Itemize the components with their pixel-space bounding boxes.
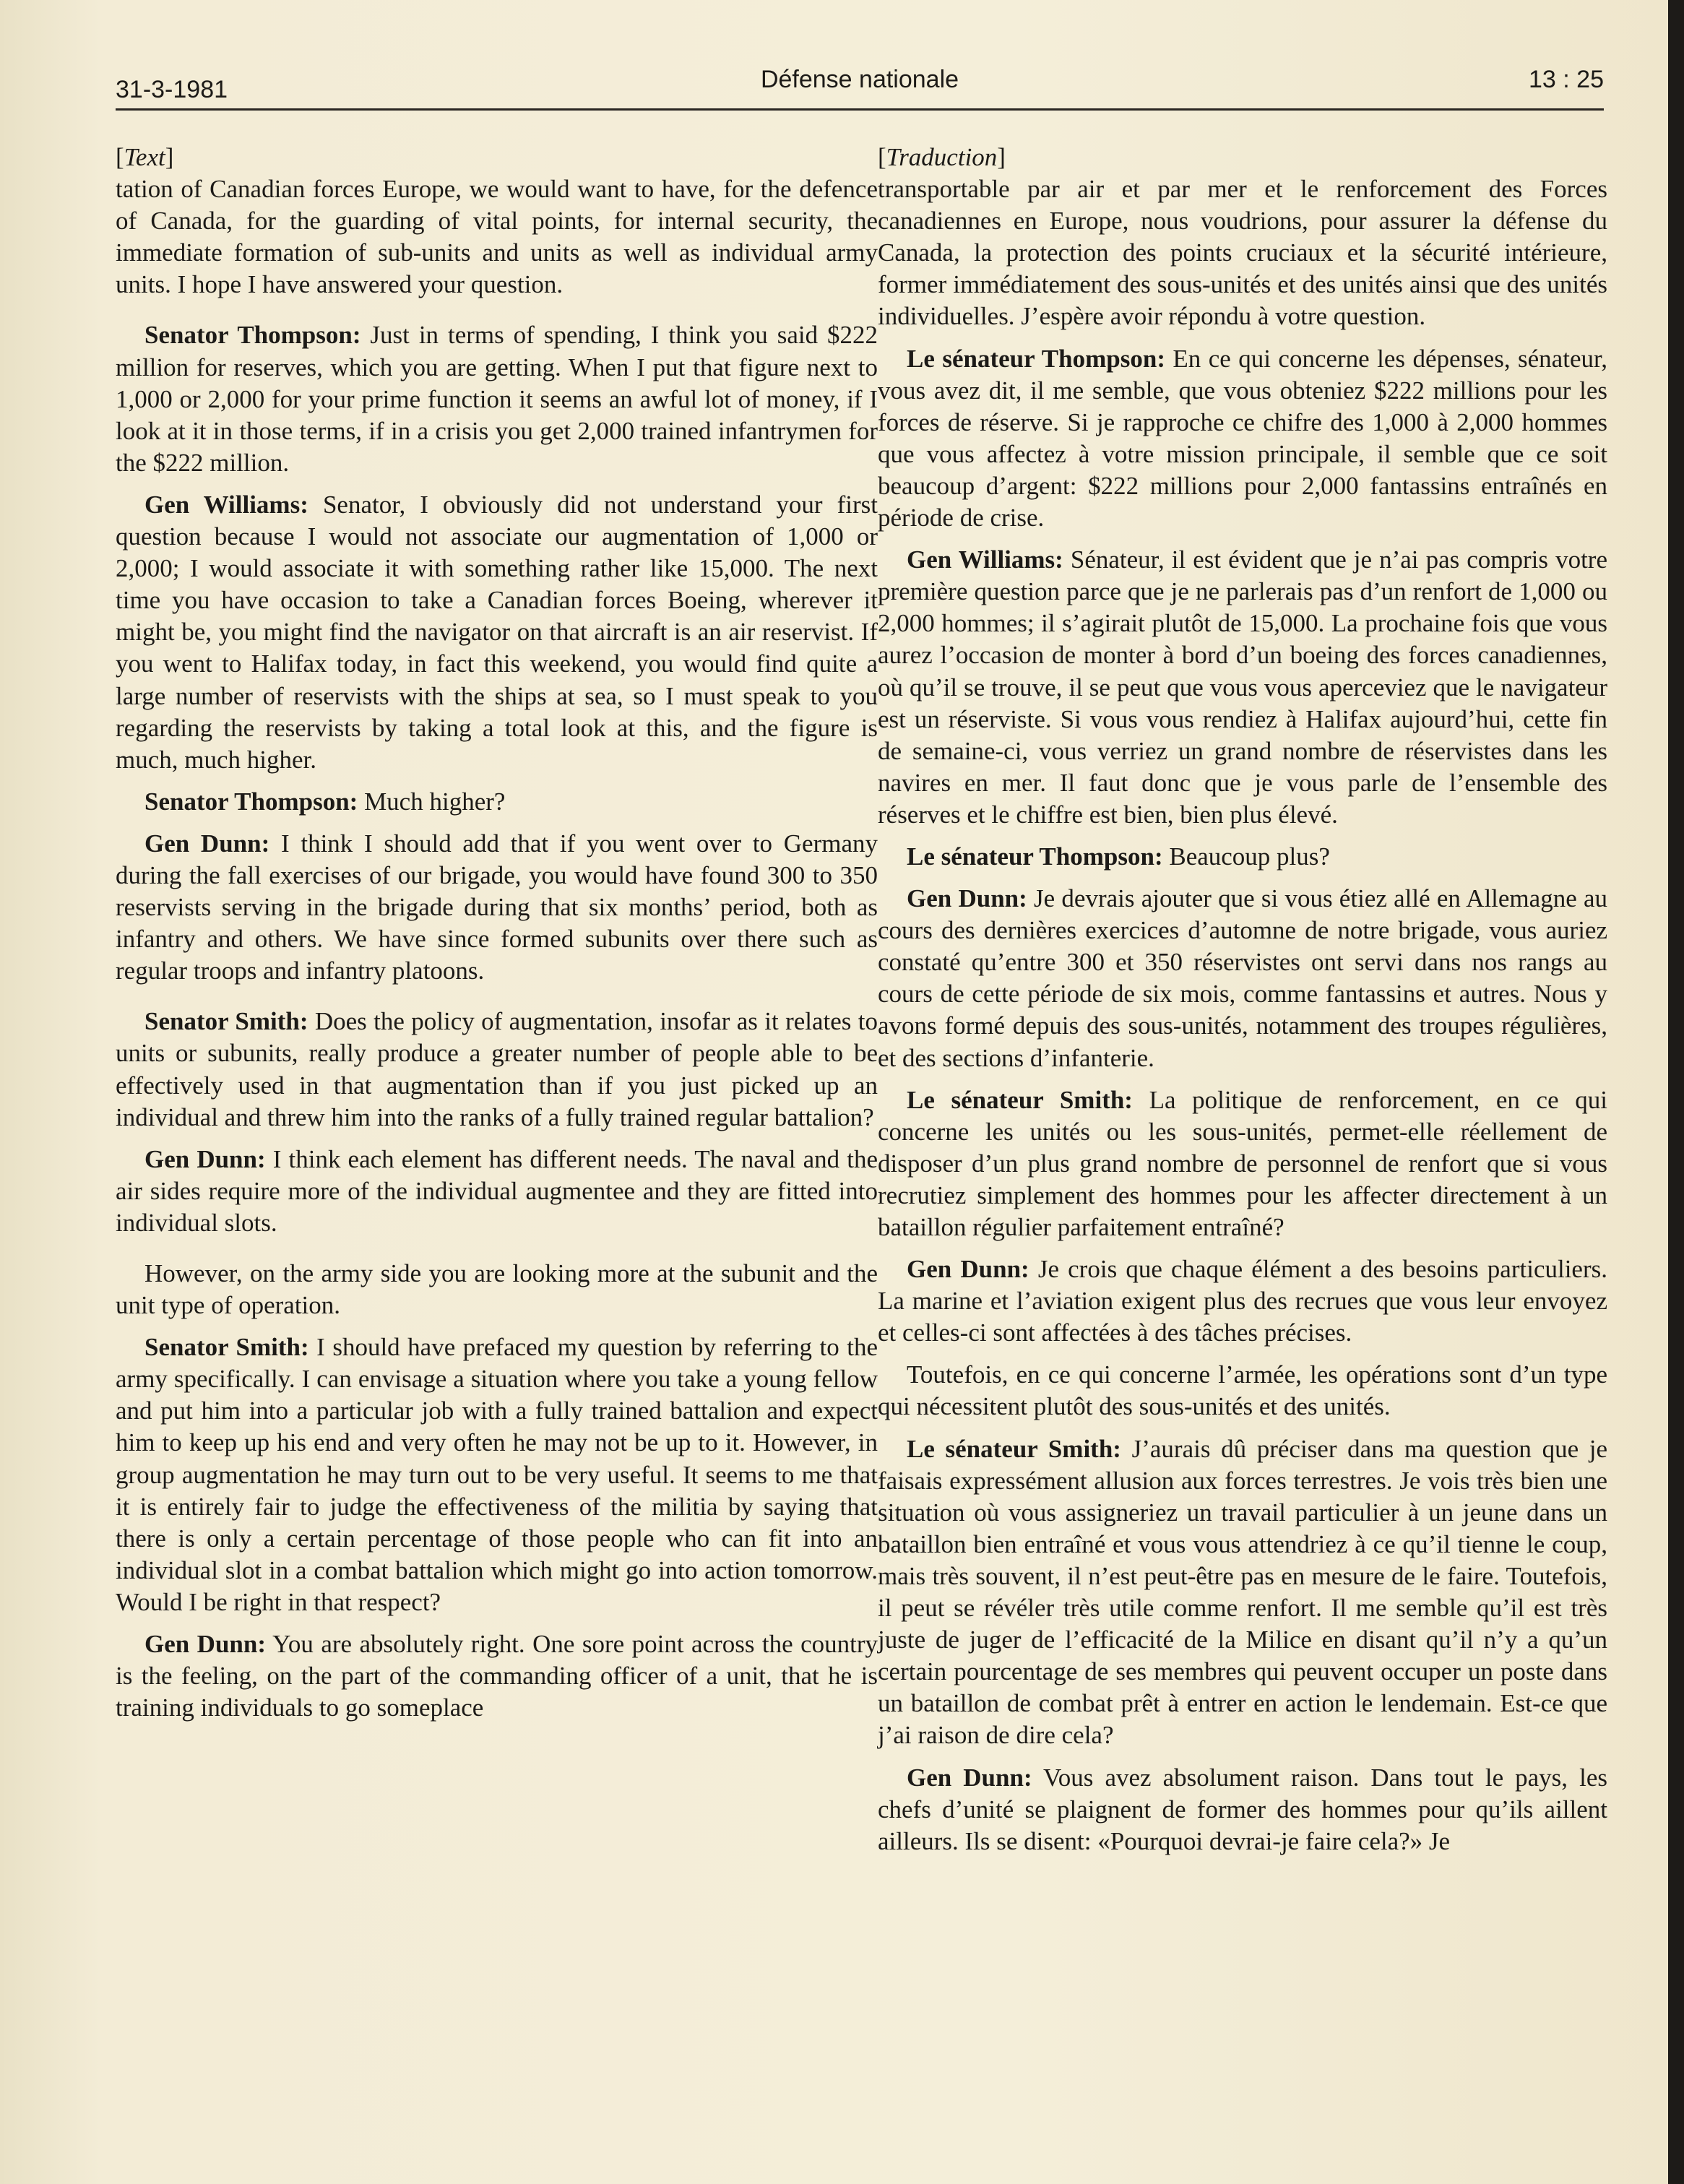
speaker-name: Senator Smith: (144, 1007, 308, 1036)
paragraph: Senator Thompson: Much higher? (144, 787, 506, 816)
paragraph: Gen Dunn: Je devrais ajouter que si vous étiez allé en Allemagne au cours des dernières exercices d’automne de notre brigade, vous auriez constaté qu’entre 300 et 350 réservistes ont servi dans nos rangs au cours de cette période de six mois, comme fantassins et autres. Nous y avons formé depuis des sous-unités, notamment des troupes régulières, et des sections d’infanterie. (878, 884, 1607, 1072)
page-header (116, 64, 1604, 111)
column-label-french: [Traduction] (878, 143, 1006, 171)
speaker-name: Senator Thompson: (144, 321, 361, 350)
header-page-number: 13 : 25 (1529, 66, 1604, 93)
paragraph: Gen Dunn: I think each element has different needs. The naval and the air sides require more of the individual augmentee and they are fitted into individual slots. (116, 1144, 878, 1237)
speaker-name: Gen Williams: (907, 545, 1063, 574)
paragraph: However, on the army side you are looking more at the subunit and the unit type of operation. (116, 1259, 878, 1320)
paragraph: Senator Thompson: Just in terms of spending, I think you said $222 million for reserves, which you are getting. When I put that figure next to 1,000 or 2,000 for your prime function it seems an awful lot of money, if I look at it in those terms, if in a crisis you get 2,000 trained infantrymen for the $222 million. (116, 321, 878, 477)
speaker-name: Gen Dunn: (907, 884, 1027, 913)
paragraph: Gen Williams: Senator, I obviously did not understand your first question because I would not associate our augmentation of 1,000 or 2,000; I would associate it with something rather like 15,000. The next time you have occasion to take a Canadian forces Boeing, wherever it might be, you might find the navigator on that aircraft is an air reservist. If you went to Halifax today, in fact this weekend, you would find quite a large number of reservists with the ships at sea, so I must speak to you regarding the reservists by taking a total look at this, and the figure is much, much higher. (116, 490, 878, 774)
page-edge-shadow (1668, 0, 1684, 2184)
header-title: Défense nationale (760, 66, 959, 93)
speaker-name: Le sénateur Thompson: (907, 344, 1165, 373)
speaker-name: Gen Dunn: (144, 1144, 266, 1173)
speaker-name: Gen Dunn: (907, 1763, 1032, 1792)
french-column (878, 142, 1607, 1868)
paragraph: Le sénateur Smith: J’aurais dû préciser dans ma question que je faisais expressément allusion aux forces terrestres. Je vois très bien une situation où vous assigneriez un travail particulier à un jeune dans un bataillon bien entraîné et vous vous attendriez à ce qu’il tienne le coup, mais très souvent, il n’est peut-être pas en mesure de le faire. Toutefois, il peut se révéler très utile comme renfort. Il me semble qu’il est très juste de juger de l’efficacité de la Milice en disant qu’il n’y a qu’un certain pourcentage de ses membres qui peuvent occuper un poste dans un bataillon de combat prêt à entrer en action le lendemain. Est-ce que j’ai raison de dire cela? (878, 1434, 1607, 1750)
header-date: 31-3-1981 (116, 76, 228, 103)
speaker-name: Senator Smith: (144, 1333, 309, 1362)
speaker-name: Le sénateur Smith: (907, 1434, 1121, 1463)
paragraph: Le sénateur Smith: La politique de renforcement, en ce qui concerne les unités ou les sous-unités, permet-elle réellement de disposer d’un plus grand nombre de personnel de renfort que si vous recrutiez simplement des hommes pour les affecter directement à un bataillon régulier parfaitement entraîné? (878, 1085, 1607, 1241)
speaker-name: Gen Williams: (144, 490, 308, 519)
speaker-name: Gen Dunn: (907, 1255, 1029, 1284)
paragraph: Gen Dunn: You are absolutely right. One sore point across the country is the feeling, on the part of the commanding officer of a unit, that he is training individuals to go someplace (116, 1630, 878, 1722)
paragraph: tation of Canadian forces Europe, we would want to have, for the defence of Canada, for the guarding of vital points, for internal security, the immediate formation of sub-units and units as well as individual army units. I hope I have answered your question. (116, 175, 878, 299)
column-label-english: [Text] (116, 143, 174, 171)
speaker-name: Le sénateur Thompson: (907, 842, 1163, 871)
speaker-name: Gen Dunn: (144, 1630, 266, 1659)
english-column (116, 142, 878, 1734)
paragraph: transportable par air et par mer et le renforcement des Forces canadiennes en Europe, nous voudrions, pour assurer la défense du Canada, la protection des points cruciaux et la sécurité intérieure, former immédiatement des sous-unités et des unités ainsi que des unités individuelles. J’espère avoir répondu à votre question. (878, 175, 1607, 331)
paragraph: Gen Williams: Sénateur, il est évident que je n’ai pas compris votre première question parce que je ne parlerais pas d’un renfort de 1,000 ou 2,000 hommes; il s’agirait plutôt de 15,000. La prochaine fois que vous aurez l’occasion de monter à bord d’un boeing des forces canadiennes, où qu’il se trouve, il se peut que vous vous aperceviez que le navigateur est un réserviste. Si vous vous rendiez à Halifax aujourd’hui, cette fin de semaine-ci, vous verriez un grand nombre de réservistes dans les navires en mer. Il faut donc que je vous parle de l’ensemble des réserves et le chiffre est bien, bien plus élevé. (878, 545, 1607, 829)
speaker-name: Le sénateur Smith: (907, 1085, 1133, 1114)
paragraph: Gen Dunn: Je crois que chaque élément a des besoins particuliers. La marine et l’aviation exigent plus des recrues que vous leur envoyez et celles-ci sont affectées à des tâches précises. (878, 1255, 1607, 1347)
paragraph: Le sénateur Thompson: Beaucoup plus? (907, 842, 1330, 871)
paragraph: Senator Smith: Does the policy of augmentation, insofar as it relates to units or subunits, really produce a greater number of people able to be effectively used in that augmentation than if you just picked up an individual and threw him into the ranks of a fully trained regular battalion? (116, 1007, 878, 1131)
paragraph: Gen Dunn: Vous avez absolument raison. Dans tout le pays, les chefs d’unité se plaignent de former des hommes pour qu’ils aillent ailleurs. Ils se disent: «Pourquoi devrai-je faire cela?» Je (878, 1763, 1607, 1855)
speaker-name: Senator Thompson: (144, 787, 358, 816)
paragraph: Toutefois, en ce qui concerne l’armée, les opérations sont d’un type qui nécessitent plutôt des sous-unités et des unités. (878, 1360, 1607, 1421)
paragraph: Gen Dunn: I think I should add that if you went over to Germany during the fall exercises of our brigade, you would have found 300 to 350 reservists serving in the brigade during that six months’ period, both as infantry and others. We have since formed subunits over there such as regular troops and infantry platoons. (116, 829, 878, 985)
paragraph: Le sénateur Thompson: En ce qui concerne les dépenses, sénateur, vous avez dit, il me semble, que vous obteniez $222 millions pour les forces de réserve. Si je rapproche ce chifre des 1,000 à 2,000 hommes que vous affectez à votre mission principale, il semble que ce soit beaucoup d’argent: $222 millions pour 2,000 fantassins entraînés en période de crise. (878, 344, 1607, 532)
paragraph: Senator Smith: I should have prefaced my question by referring to the army specifically. I can envisage a situation where you take a young fellow and put him into a particular job with a fully trained battalion and expect him to keep up his end and very often he may not be up to it. However, in group augmentation he may turn out to be very useful. It seems to me that it is entirely fair to judge the effectiveness of the militia by saying that there is only a certain percentage of those people who can fit into an individual slot in a combat battalion which might go into action tomorrow. Would I be right in that respect? (116, 1333, 878, 1616)
speaker-name: Gen Dunn: (144, 829, 270, 858)
